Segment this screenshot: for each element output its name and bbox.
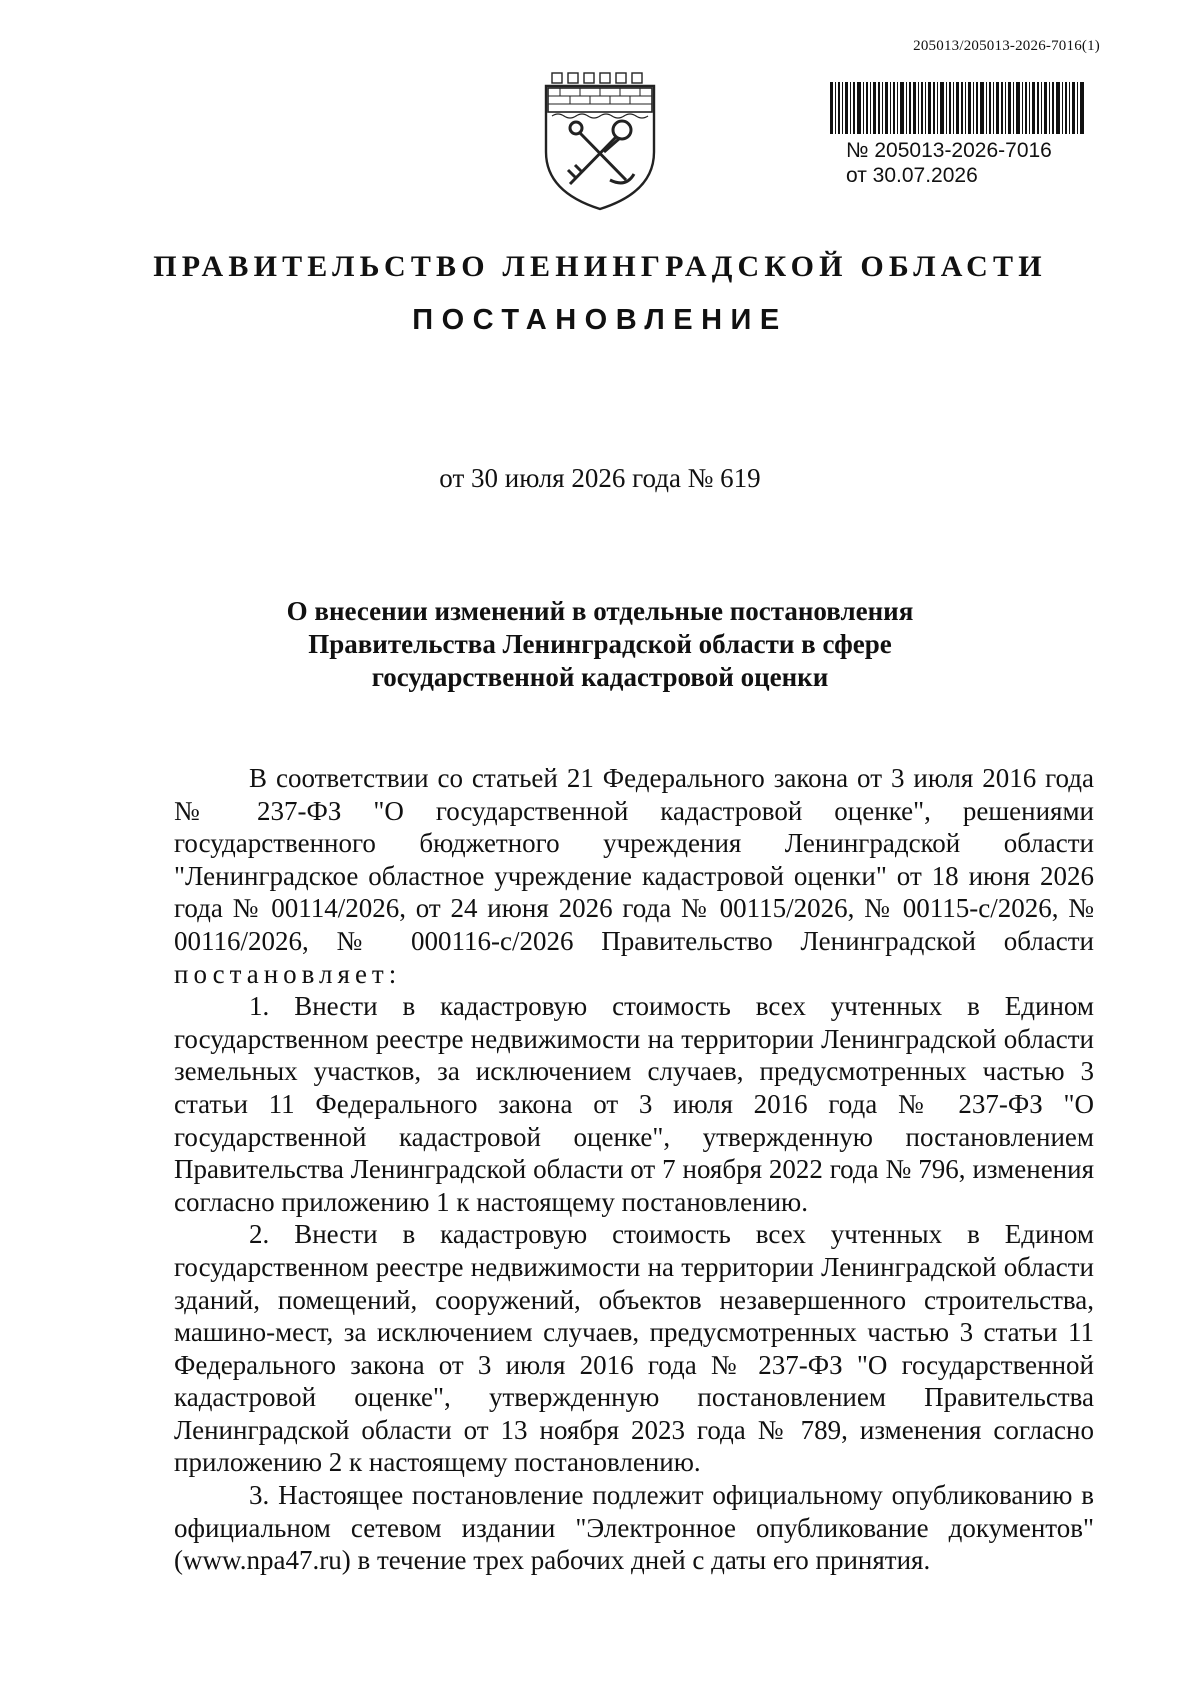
subject-line: государственной кадастровой оценки (371, 662, 829, 692)
preamble-verb: постановляет: (174, 958, 402, 989)
item-1-paragraph: 1. Внести в кадастровую стоимость всех учтенных в Едином государственном реестре недвижимости на территории Ленинградской области земельных участков, за исключением случаев, предусмотренных частью 3 статьи 11 Федерального закона от 3 июля 2016 года № 237-ФЗ "О государственной кадастровой оценке", утвержденную постановлением Правительства Ленинградской области от 7 ноября 2022 года № 796, изменения согласно приложению 1 к настоящему постановлению. (174, 991, 1094, 1217)
decree-date-number: от 30 июля 2026 года № 619 (439, 463, 761, 493)
item-3-paragraph: 3. Настоящее постановление подлежит официальному опубликованию в официальном сетевом издании "Электронное опубликование документов" (www.npa47.ru) в течение трех рабочих дней с даты его принятия. (174, 1480, 1094, 1576)
document-type-heading: ПОСТАНОВЛЕНИЕ (412, 304, 788, 336)
item-2-paragraph: 2. Внести в кадастровую стоимость всех учтенных в Едином государственном реестре недвижимости на территории Ленинградской области зданий, помещений, сооружений, объектов незавершенного строительства, машино-мест, за исключением случаев, предусмотренных частью 3 статьи 11 Федерального закона от 3 июля 2016 года № 237-ФЗ "О государственной кадастровой оценке", утвержденную постановлением Правительства Ленинградской области от 13 ноября 2023 года № 789, изменения согласно приложению 2 к настоящему постановлению. (174, 1219, 1094, 1478)
barcode-image (830, 82, 1084, 134)
government-title: ПРАВИТЕЛЬСТВО ЛЕНИНГРАДСКОЙ ОБЛАСТИ (153, 250, 1047, 283)
preamble-text: В соответствии со статьей 21 Федерального закона от 3 июля 2016 года № 237-ФЗ "О государственной кадастровой оценке", решениями государственного бюджетного учреждения Ленинградской области "Ленинградское областное учреждение кадастровой оценки" от 18 июня 2026 года № 00114/2026, от 24 июня 2026 года № 00115/2026, № 00115-с/2026, № 00116/2026, № 000116-с/2026 Правительство Ленинградской области (174, 763, 1094, 956)
decree-body (174, 762, 1094, 1577)
registration-number: № 205013-2026-7016 (846, 139, 1052, 162)
registration-date: от 30.07.2026 (846, 164, 978, 187)
subject-line: О внесении изменений в отдельные постановления (286, 596, 914, 626)
document-reference-number: 205013/205013-2026-7016(1) (913, 38, 1100, 54)
coat-of-arms-emblem (540, 68, 660, 212)
subject-line: Правительства Ленинградской области в сфере (308, 629, 892, 659)
decree-subject (250, 595, 950, 694)
registration-block (846, 138, 1052, 188)
preamble-paragraph (174, 762, 1094, 990)
